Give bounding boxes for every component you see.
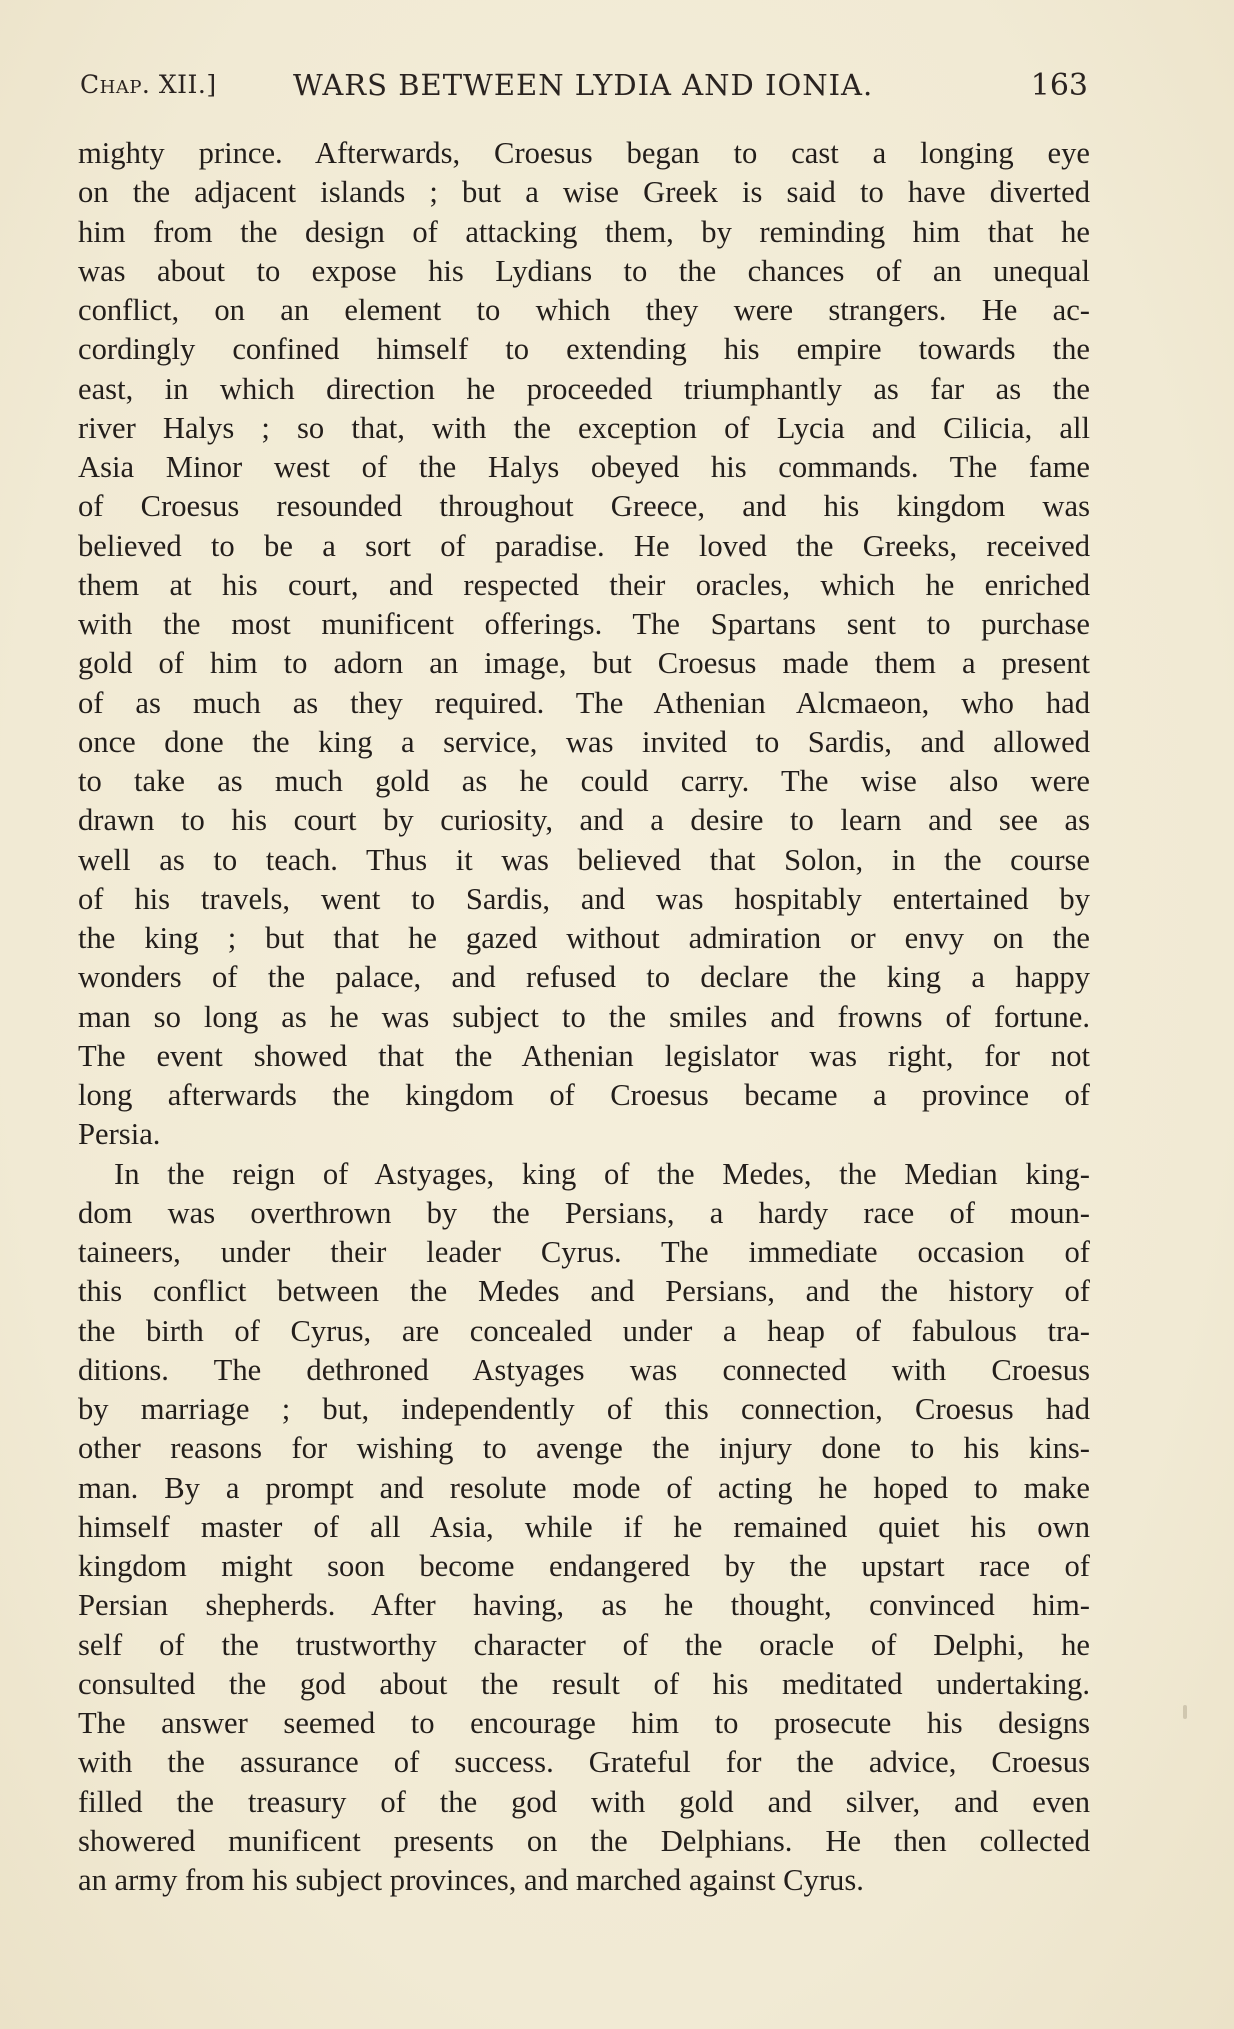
text-line: to take as much gold as he could carry. The wise also were: [78, 764, 1090, 798]
text-line: other reasons for wishing to avenge the injury done to his kins-: [78, 1431, 1090, 1466]
text-line: The answer seemed to encourage him to prosecute his designs: [78, 1706, 1090, 1740]
page-number: 163: [1030, 68, 1088, 103]
text-line: east, in which direction he proceeded triumphantly as far as the: [78, 371, 1090, 406]
paragraph-end-line: Persia.: [78, 1117, 161, 1152]
text-line: them at his court, and respected their oracles, which he enriched: [78, 567, 1090, 602]
text-line: him from the design of attacking them, by reminding him that he: [78, 214, 1090, 249]
body-text: [78, 134, 1090, 1900]
paragraph-end-line: an army from his subject provinces, and marched against Cyrus.: [78, 1863, 864, 1897]
text-line: was about to expose his Lydians to the chances of an unequal: [78, 253, 1090, 288]
running-title: WARS BETWEEN LYDIA AND IONIA.: [293, 68, 874, 102]
text-line: wonders of the palace, and refused to declare the king a happy: [78, 960, 1090, 995]
text-line: the king ; but that he gazed without admiration or envy on the: [78, 921, 1090, 955]
text-line: on the adjacent islands ; but a wise Greek is said to have diverted: [78, 175, 1090, 210]
text-line: river Halys ; so that, with the exception of Lycia and Cilicia, all: [78, 410, 1090, 445]
text-line: mighty prince. Afterwards, Croesus began to cast a longing eye: [78, 136, 1090, 170]
text-line: conflict, on an element to which they were strangers. He ac-: [78, 293, 1090, 327]
text-line: the birth of Cyrus, are concealed under a heap of fabulous tra-: [78, 1313, 1090, 1348]
paper-blemish: [1183, 1705, 1187, 1719]
text-line: with the most munificent offerings. The Spartans sent to purchase: [78, 607, 1090, 641]
text-line: with the assurance of success. Grateful for the advice, Croesus: [78, 1745, 1090, 1780]
text-line: consulted the god about the result of his meditated undertaking.: [78, 1666, 1090, 1701]
text-line: Persian shepherds. After having, as he thought, convinced him-: [78, 1588, 1090, 1623]
text-line: self of the trustworthy character of the oracle of Delphi, he: [78, 1627, 1090, 1662]
text-line: dom was overthrown by the Persians, a hardy race of moun-: [78, 1195, 1090, 1230]
text-line: this conflict between the Medes and Persians, and the history of: [78, 1274, 1090, 1309]
text-line: by marriage ; but, independently of this connection, Croesus had: [78, 1392, 1090, 1426]
text-line: of his travels, went to Sardis, and was hospitably entertained by: [78, 881, 1090, 916]
running-header: [80, 62, 1088, 112]
paragraph-start-line: In the reign of Astyages, king of the Medes, the Median king-: [114, 1156, 1090, 1191]
text-line: long afterwards the kingdom of Croesus became a province of: [78, 1078, 1090, 1112]
text-line: showered munificent presents on the Delphians. He then collected: [78, 1823, 1090, 1858]
text-line: kingdom might soon become endangered by the upstart race of: [78, 1549, 1090, 1583]
text-line: Asia Minor west of the Halys obeyed his commands. The fame: [78, 450, 1090, 484]
text-line: well as to teach. Thus it was believed that Solon, in the course: [78, 842, 1090, 877]
text-line: man. By a prompt and resolute mode of acting he hoped to make: [78, 1470, 1090, 1505]
text-line: himself master of all Asia, while if he remained quiet his own: [78, 1509, 1090, 1544]
text-line: gold of him to adorn an image, but Croesus made them a present: [78, 646, 1090, 681]
text-line: once done the king a service, was invited to Sardis, and allowed: [78, 724, 1090, 759]
text-line: man so long as he was subject to the smiles and frowns of fortune.: [78, 999, 1090, 1034]
text-line: filled the treasury of the god with gold and silver, and even: [78, 1784, 1090, 1819]
text-line: cordingly confined himself to extending his empire towards the: [78, 332, 1090, 367]
text-line: ditions. The dethroned Astyages was connected with Croesus: [78, 1352, 1090, 1387]
text-line: The event showed that the Athenian legislator was right, for not: [78, 1038, 1090, 1073]
text-line: taineers, under their leader Cyrus. The immediate occasion of: [78, 1235, 1090, 1269]
text-line: believed to be a sort of paradise. He loved the Greeks, received: [78, 528, 1090, 563]
text-line: of Croesus resounded throughout Greece, and his kingdom was: [78, 489, 1090, 524]
chapter-label: Chap. XII.]: [80, 70, 217, 99]
text-line: drawn to his court by curiosity, and a desire to learn and see as: [78, 803, 1090, 838]
text-line: of as much as they required. The Athenian Alcmaeon, who had: [78, 685, 1090, 720]
